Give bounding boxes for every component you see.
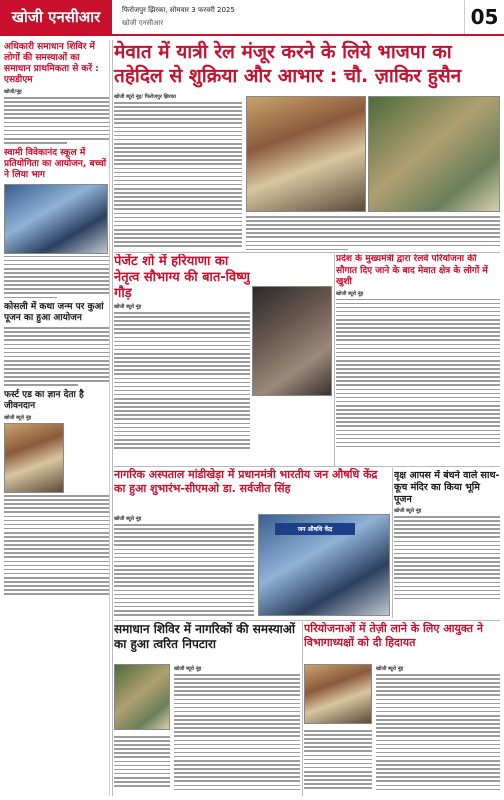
aushadhi-story [114,514,254,618]
main-story-photo-captions [246,214,500,250]
row-rule-3 [114,620,500,621]
main-story-photo2 [368,96,500,212]
camp-headline: समाधान शिविर में नागरिकों की समस्याओं का हुआ त्वरित निपटारा [114,622,296,651]
aushadhi-banner-sign: जन औषधि केंद्र [275,523,355,535]
rail-headline: प्रदेश के मुख्यमंत्री द्वारा रेलवे परियोजना की सौगात दिए जाने के बाद मेवात क्षेत्र के लोगों में खुशी [336,254,488,287]
project-headline: परियोजनाओं में तेज़ी लाने के लिए आयुक्त ने विभागाध्यक्षों को दी हिदायत [304,622,483,649]
row-rule-1 [114,252,500,253]
camp-headline-block [114,622,300,662]
haryana-body [114,312,250,449]
left-story3-headline: कोसली में कथा जन्म पर कुआं पूजन का हुआ आयोजन [4,302,104,324]
rail-story [336,254,500,466]
main-story-photo1 [246,96,366,212]
haryana-photo [252,286,332,396]
aushadhi-body [114,524,254,616]
project-headline-block [304,622,500,662]
edition-info: फिरोजपुर झिरका, सोमवार 3 फरवरी 2025 [122,6,235,14]
main-headline-line2-prefix: तहेदिल से शुक्रिया और आभार : [114,65,338,87]
left-story2-headline: स्वामी विवेकानंद स्कूल में प्रतियोगिता का आयोजन, बच्चों ने लिया भाग [4,147,107,180]
aushadhi-headline-block [114,468,390,512]
main-headline [114,40,500,88]
haryana-dateline: खोजी ब्यूरो नूंह [114,304,142,310]
main-headline-line2 [114,64,500,88]
left-story4-headline: फर्स्ट एड का ज्ञान देता है जीवनदान [4,390,84,412]
aushadhi-photo [258,514,390,616]
column-rule-left [112,40,113,796]
row-rule-2 [114,466,500,467]
left-story1-body [4,97,109,144]
camp-photo [114,664,170,730]
haryana-story [114,254,250,464]
newspaper-logo: खोजी एनसीआर [0,0,112,34]
tree-story [394,470,500,618]
rail-body [336,299,500,448]
camp-lower-body [114,736,170,787]
camp-dateline: खोजी ब्यूरो नूंह [174,666,202,672]
main-story-col1-text [114,102,242,247]
masthead [0,0,504,36]
left-story4-dateline: खोजी ब्यूरो नूंह [4,415,32,422]
left-story1-headline: अधिकारी समाधान शिविर में लोगों की समस्याओं का समाधान प्राथमिकता से करें : एसडीएम [4,42,99,85]
column-rule-mid [334,254,335,466]
left-story1-dateline: खोजी/नूंह [4,89,22,95]
camp-body [174,674,300,790]
left-story2-body [4,256,109,299]
project-lower-body [304,730,372,789]
tree-headline: वृक्ष आपस में बंधने वाले साथ-कूच मंदिर का किया भूमि पूजन [394,470,500,505]
camp-story [174,664,300,796]
tree-dateline: खोजी ब्यूरो नूंह [394,508,422,514]
left-story2-photo [4,184,108,254]
left-story3-body [4,327,109,386]
aushadhi-dateline: खोजी ब्यूरो नूंह [114,516,142,522]
main-story-caption-lines [246,216,500,250]
rail-dateline: खोजी ब्यूरो नूंह [336,290,364,297]
main-headline-name: चौ. ज़ाकिर हुसैन [344,65,462,87]
project-dateline: खोजी ब्यूरो नूंह [376,666,404,672]
page-number: 05 [464,0,504,34]
left-story4-photo [4,423,64,493]
column-rule-bottom [302,622,303,796]
project-story [376,664,500,796]
left-story4-body [4,495,109,595]
main-story-dateline: खोजी ब्यूरो नूंह/ फिरोजपुर झिरका [114,94,176,100]
haryana-headline: पेजेंट शो में हरियाणा का नेतृत्व सौभाग्य की बात-विष्णु गौड़ [114,254,250,301]
column-rule-tree [392,468,393,618]
project-lower-text [304,728,372,796]
camp-lower-text [114,734,170,796]
project-body [376,674,500,790]
main-story-col1 [114,92,242,250]
aushadhi-headline: नागरिक अस्पताल मांडीखेड़ा में प्रधानमंत्री भारतीय जन औषधि केंद्र का हुआ शुभारंभ-सीएमओ डा. सर्वजीत सिंह [114,468,378,495]
masthead-info [112,0,464,34]
edition-tagline: खोजी एनसीआर [122,19,164,27]
left-column [4,40,110,796]
project-photo [304,664,372,724]
tree-body [394,516,500,599]
main-headline-line1: मेवात में यात्री रेल मंजूर करने के लिये भाजपा का [114,41,452,63]
